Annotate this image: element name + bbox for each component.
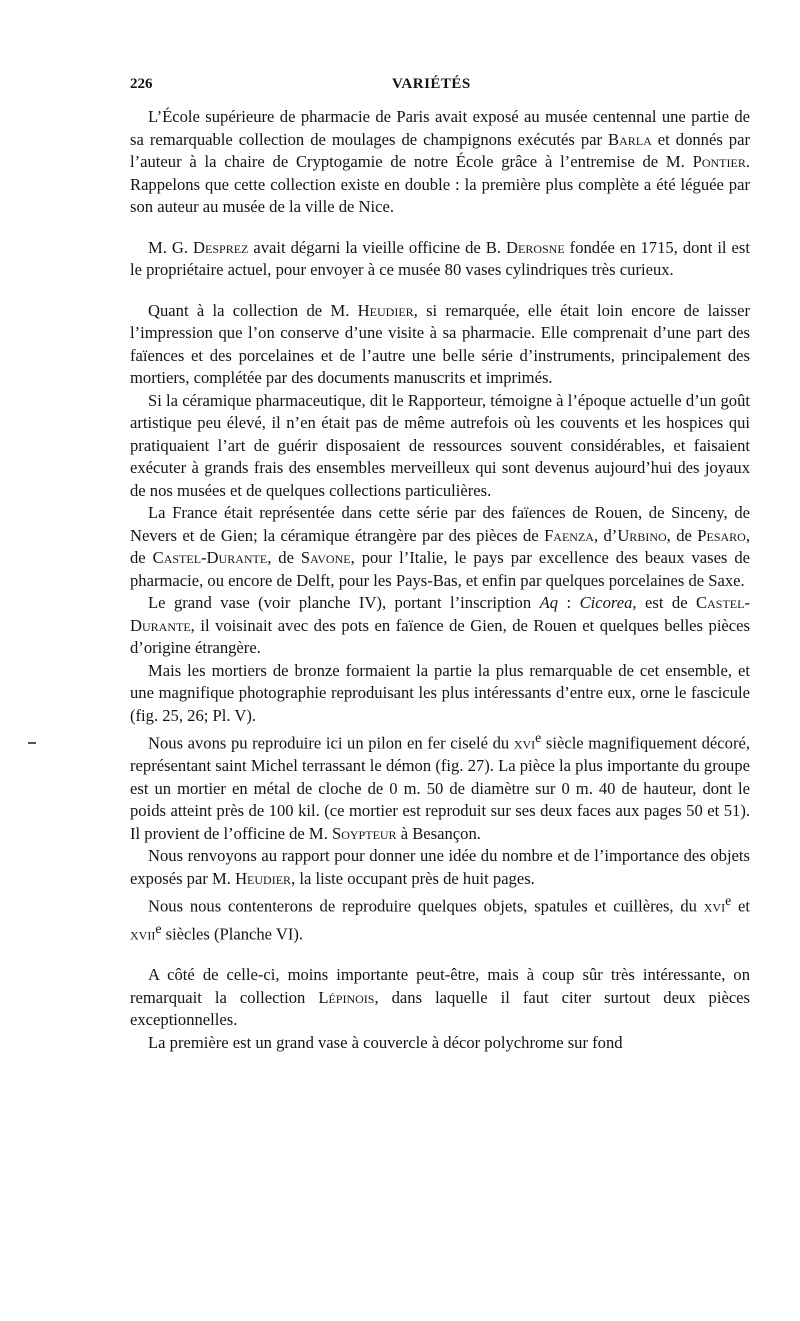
paragraph-3: Quant à la collection de M. Heudier, si remarquée, elle était loin encore de laisser l’impression que l’on conserve d’une visite à sa pharmacie. Elle comprenait d’une part des faïences et des porcelaines et de l’autre une belle série d’instruments, principalement des mortiers, complétée par des documents manuscrits et imprimés. [130, 300, 750, 387]
margin-mark [28, 742, 36, 744]
paragraph-9: Nous renvoyons au rapport pour donner une idée du nombre et de l’importance des objets exposés par M. Heudier, la liste occupant près de huit pages. [130, 846, 750, 888]
paragraph-6: Le grand vase (voir planche IV), portant l’inscription Aq : Cicorea, est de Castel-Durante, il voisinait avec des pots en faïence de Gien, de Rouen et quelques belles pièces d’origine étrangère. [130, 593, 750, 657]
running-title: VARIÉTÉS [392, 76, 471, 92]
paragraph-11: A côté de celle-ci, moins importante peut-être, mais à coup sûr très intéressante, on remarquait la collection Lépinois, dans laquelle il faut citer surtout deux pièces exceptionnelles. [130, 965, 751, 1030]
paragraph-1: L’École supérieure de pharmacie de Paris avait exposé au musée centennal une partie de sa remarquable collection de moulages de champignons exécutés par Barla et donnés par l’auteur à la chaire de Cryptogamie de notre École grâce à l’entremise de M. Pontier. Rappelons que cette collection existe en double : la première plus complète a été léguée par son auteur au musée de la ville de Nice. [130, 107, 750, 216]
paragraph-12: La première est un grand vase à couvercle à décor polychrome sur fond [148, 1032, 623, 1052]
page-number: 226 [130, 76, 153, 92]
paragraph-5: La France était représentée dans cette série par des faïences de Rouen, de Sinceny, de Nevers et de Gien; la céramique étrangère par des pièces de Faenza, d’Urbino, de Pesaro, de Castel-Durante, de Savone, pour l’Italie, le pays par excellence des beaux vases de pharmacie, ou encore de Delft, pour les Pays-Bas, et enfin par quelques porcelaines de Saxe. [130, 503, 751, 590]
running-head [130, 76, 748, 96]
paragraph-2: M. G. Desprez avait dégarni la vieille officine de B. Derosne fondée en 1715, dont il est le propriétaire actuel, pour envoyer à ce musée 80 vases cylindriques très curieux. [130, 237, 750, 279]
paragraph-7: Mais les mortiers de bronze formaient la partie la plus remarquable de cet ensemble, et une magnifique photographie reproduisant les plus intéressants d’entre eux, orne le fascicule (fig. 25, 26; Pl. V). [130, 660, 750, 725]
body-text [130, 106, 750, 1054]
paragraph-4: Si la céramique pharmaceutique, dit le Rapporteur, témoigne à l’époque actuelle d’un goût artistique peu élevé, il n’en était pas de même autrefois où les couvents et les hospices qui pratiquaient l’art de guérir disposaient de ressources souvent considérables, et faisaient exécuter à grands frais des ensembles merveilleux qui sont devenus aujourd’hui des joyaux de nos musées et de quelques collections particulières. [130, 390, 750, 500]
paragraph-8: Nous avons pu reproduire ici un pilon en fer ciselé du xvi$^e$ siècle magnifiquement décoré, représentant saint Michel terrassant le démon (fig. 27). La pièce la plus importante du groupe est un mortier en métal de cloche de 0 m. 50 de diamètre sur 0 m. 40 de hauteur, dont le poids atteint près de 100 kil. (ce mortier est reproduit sur ses deux faces aux pages 50 et 51). Il provient de l’officine de M. Soypteur à Besançon. [130, 730, 750, 843]
paragraph-10: Nous nous contenterons de reproduire quelques objets, spatules et cuillères, du xvi$^e$ et xvii$^e$ siècles (Planche VI). [130, 893, 750, 944]
